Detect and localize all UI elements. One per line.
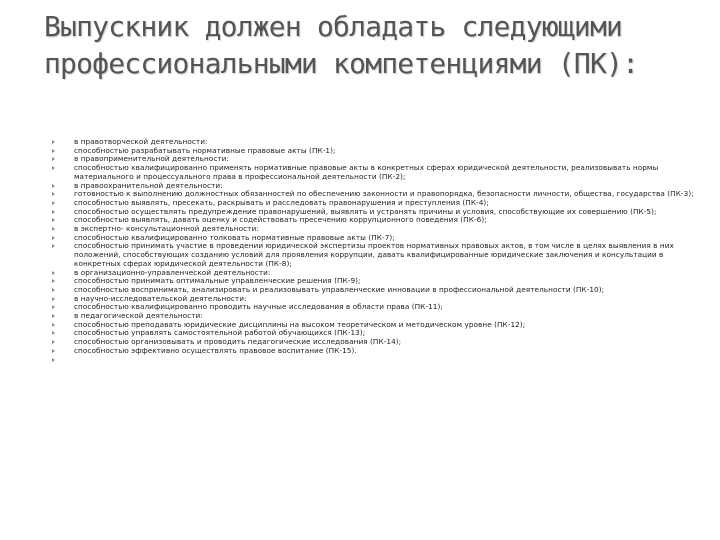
triangle-bullet-icon bbox=[52, 210, 55, 214]
slide-title: Выпускник должен обладать следующими профессиональными компетенциями (ПК): bbox=[44, 10, 639, 80]
triangle-bullet-icon bbox=[52, 236, 55, 240]
list-item bbox=[50, 164, 705, 181]
triangle-bullet-icon bbox=[52, 271, 55, 275]
list-item-text: в правоохранительной деятельности: bbox=[74, 180, 223, 190]
list-item-text: в правоприменительной деятельности: bbox=[74, 154, 229, 164]
list-item-text: в организационно-управленческой деятельности: bbox=[74, 267, 271, 277]
list-item-text: способностью воспринимать, анализировать и реализовывать управленческие инновации в профессиональной деятельности (ПК-10); bbox=[74, 284, 605, 294]
list-item-text: способностью выявлять, пресекать, раскрывать и расследовать правонарушения и преступления (ПК-4); bbox=[74, 197, 489, 207]
triangle-bullet-icon bbox=[52, 297, 55, 301]
triangle-bullet-icon bbox=[52, 305, 55, 309]
triangle-bullet-icon bbox=[52, 244, 55, 248]
triangle-bullet-icon bbox=[52, 166, 55, 170]
triangle-bullet-icon bbox=[52, 340, 55, 344]
list-item-text: способностью эффективно осуществлять правовое воспитание (ПК-15). bbox=[74, 345, 357, 355]
triangle-bullet-icon bbox=[52, 279, 55, 283]
triangle-bullet-icon bbox=[52, 323, 55, 327]
list-item-text: способностью принимать участие в проведении юридической экспертизы проектов нормативных правовых актов, в том числе в целях выявления в них положений, способствующих созданию условий для проявления коррупции, давать квалифицированные юридические заключения и консультации в конкретных сферах юридической деятельности (ПК-8); bbox=[74, 241, 674, 268]
triangle-bullet-icon bbox=[52, 149, 55, 153]
list-item-text: способностью преподавать юридические дисциплины на высоком теоретическом и методическом уровне (ПК-12); bbox=[74, 319, 526, 329]
triangle-bullet-icon bbox=[52, 157, 55, 161]
list-item bbox=[50, 356, 705, 365]
list-item-text: в правотворческой деятельности: bbox=[74, 137, 208, 146]
triangle-bullet-icon bbox=[52, 218, 55, 222]
triangle-bullet-icon bbox=[52, 314, 55, 318]
list-item-text: в педагогической деятельности: bbox=[74, 311, 203, 321]
list-item-text: способностью квалифицированно толковать нормативные правовые акты (ПК-7); bbox=[74, 232, 395, 242]
list-item-text: в экспертно- консультационной деятельности: bbox=[74, 224, 259, 234]
triangle-bullet-icon bbox=[52, 184, 55, 188]
triangle-bullet-icon bbox=[52, 288, 55, 292]
list-item bbox=[50, 347, 705, 356]
list-item-text: способностью разрабатывать нормативные правовые акты (ПК-1); bbox=[74, 145, 336, 155]
list-item bbox=[50, 242, 705, 268]
list-item-text bbox=[74, 356, 705, 365]
list-item-text: способностью квалифицированно проводить научные исследования в области права (ПК-11); bbox=[74, 302, 443, 312]
list-item-text: способностью осуществлять предупреждение правонарушений, выявлять и устранять причины и условия, способствующие их совершению (ПК-5); bbox=[74, 206, 657, 216]
list-item-text: способностью организовывать и проводить педагогические исследования (ПК-14); bbox=[74, 337, 402, 347]
triangle-bullet-icon bbox=[52, 349, 55, 353]
triangle-bullet-icon bbox=[52, 192, 55, 196]
list-item-text: в научно-исследовательской деятельности: bbox=[74, 293, 247, 303]
list-item-text: способностью принимать оптимальные управленческие решения (ПК-9); bbox=[74, 276, 361, 286]
list-item-text: способностью выявлять, давать оценку и содействовать пресечению коррупционного поведения (ПК-6); bbox=[74, 215, 487, 225]
triangle-bullet-icon bbox=[52, 140, 55, 144]
competency-list bbox=[50, 138, 705, 364]
list-item-text: способностью управлять самостоятельной работой обучающихся (ПК-13); bbox=[74, 328, 366, 338]
triangle-bullet-icon bbox=[52, 358, 55, 362]
triangle-bullet-icon bbox=[52, 331, 55, 335]
triangle-bullet-icon bbox=[52, 201, 55, 205]
list-item-text: способностью квалифицированно применять нормативные правовые акты в конкретных сферах юридической деятельности, реализовывать нормы материального и процессуального права в профессиональной деятельности (ПК-2); bbox=[74, 163, 659, 181]
triangle-bullet-icon bbox=[52, 227, 55, 231]
list-item-text: готовностью к выполнению должностных обязанностей по обеспечению законности и правопорядка, безопасности личности, общества, государства (ПК-3); bbox=[74, 189, 694, 199]
